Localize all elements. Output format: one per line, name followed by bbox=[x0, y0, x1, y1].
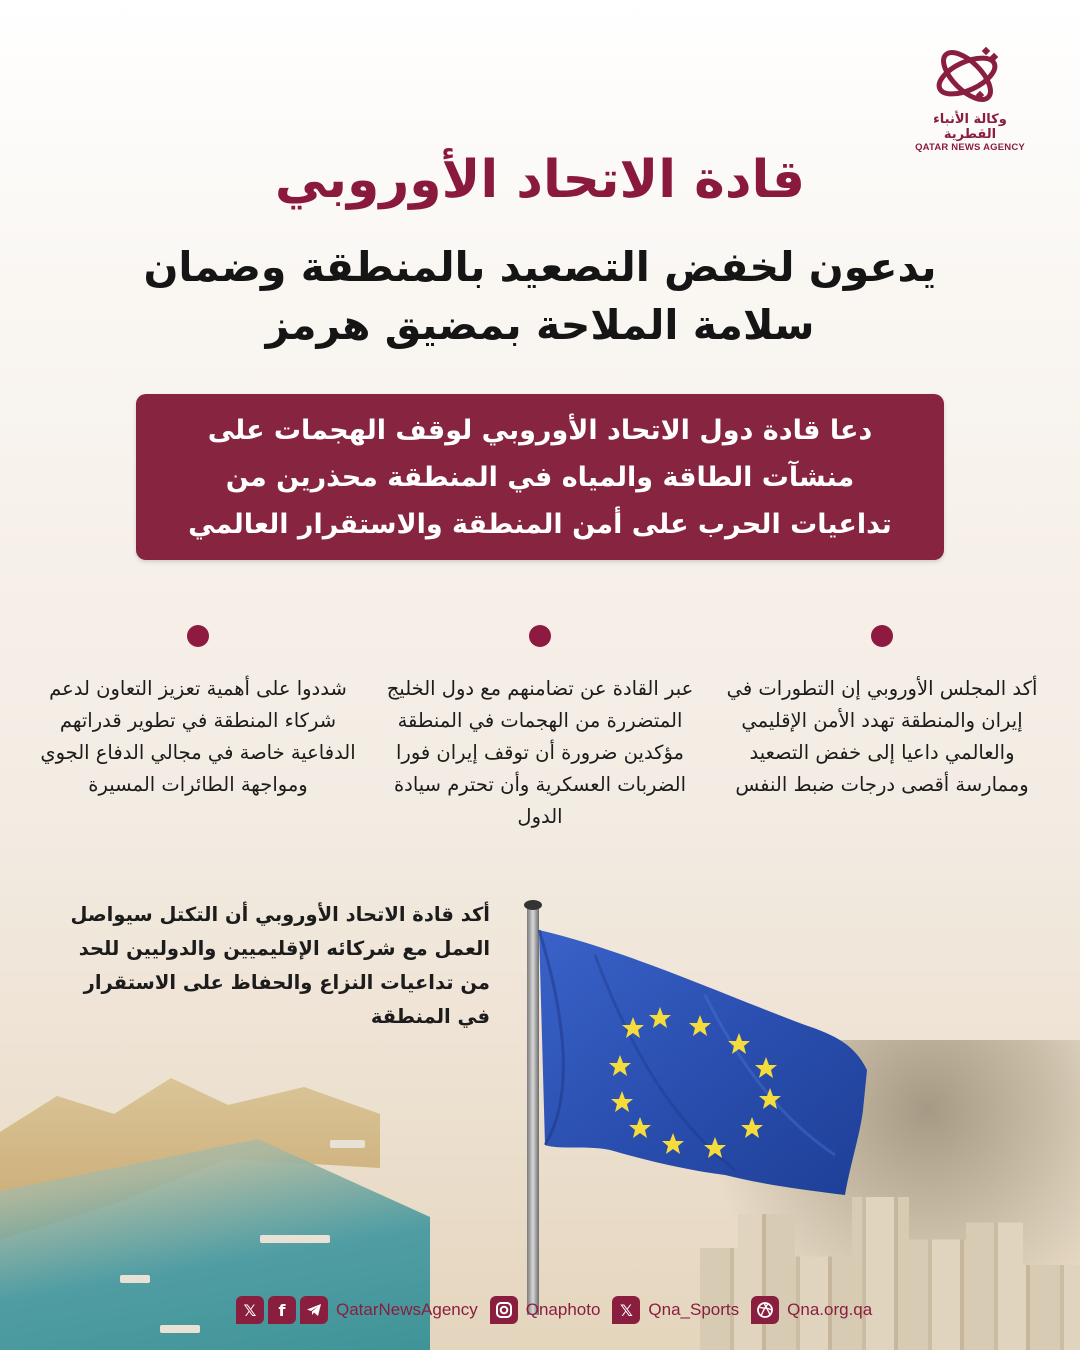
point-text-3: شددوا على أهمية تعزيز التعاون لدعم شركاء المنطقة في تطوير قدراتهم الدفاعية خاصة في مجالي الدفاع الجوي ومواجهة الطائرات المسيرة bbox=[40, 677, 356, 796]
logo-name-arabic: وكالة الأنباء القطرية bbox=[933, 112, 1007, 142]
summary-banner bbox=[136, 394, 944, 560]
instagram-icon[interactable] bbox=[490, 1296, 518, 1324]
closing-statement bbox=[70, 898, 490, 1034]
social-footer bbox=[236, 1295, 880, 1325]
handle-qnaphoto[interactable]: Qnaphoto bbox=[525, 1300, 601, 1319]
headline-title: قادة الاتحاد الأوروبي bbox=[274, 150, 806, 210]
eu-flag-image bbox=[505, 895, 875, 1315]
qna-emblem-icon bbox=[925, 40, 1015, 110]
telegram-icon[interactable] bbox=[300, 1296, 328, 1324]
subtitle-line-1: يدعون لخفض التصعيد بالمنطقة وضمان bbox=[143, 243, 937, 291]
handle-qna-sports[interactable]: Qna_Sports bbox=[648, 1300, 740, 1319]
point-card-3 bbox=[38, 625, 358, 801]
bullet-dot-icon bbox=[871, 625, 893, 647]
headline-subtitle bbox=[120, 238, 960, 354]
point-card-1 bbox=[722, 625, 1042, 801]
boat bbox=[120, 1275, 150, 1283]
handle-qatarnewsagency[interactable]: QatarNewsAgency bbox=[336, 1300, 478, 1319]
point-text-2: عبر القادة عن تضامنهم مع دول الخليج المتضررة من الهجمات في المنطقة مؤكدين ضرورة أن توقف إيران فورا الضربات العسكرية وأن تحترم سيادة الدول bbox=[386, 677, 694, 828]
closing-text: أكد قادة الاتحاد الأوروبي أن التكتل سيواصل العمل مع شركائه الإقليميين والدوليين للحد من تداعيات النزاع والحفاظ على الاستقرار في المنطقة bbox=[70, 903, 490, 1028]
facebook-icon[interactable]: f bbox=[268, 1296, 296, 1324]
point-text-1: أكد المجلس الأوروبي إن التطورات في إيران والمنطقة تهدد الأمن الإقليمي والعالمي داعيا إلى خفض التصعيد وممارسة أقصى درجات ضبط النفس bbox=[726, 677, 1038, 796]
website-link[interactable]: Qna.org.qa bbox=[787, 1300, 873, 1319]
boat bbox=[160, 1325, 200, 1333]
subtitle-line-2: سلامة الملاحة بمضيق هرمز bbox=[265, 301, 815, 349]
globe-icon[interactable] bbox=[751, 1296, 779, 1324]
point-card-2 bbox=[380, 625, 700, 833]
tanker-ship bbox=[260, 1235, 330, 1243]
x-icon[interactable]: 𝕏 bbox=[612, 1296, 640, 1324]
bullet-dot-icon bbox=[187, 625, 209, 647]
boat bbox=[330, 1140, 365, 1148]
bullet-dot-icon bbox=[529, 625, 551, 647]
qna-logo bbox=[905, 40, 1035, 153]
banner-text: دعا قادة دول الاتحاد الأوروبي لوقف الهجمات على منشآت الطاقة والمياه في المنطقة محذرين من تداعيات الحرب على أمن المنطقة والاستقرار العالمي bbox=[188, 414, 892, 540]
logo-name-english: QATAR NEWS AGENCY bbox=[915, 142, 1025, 153]
x-icon[interactable]: 𝕏 bbox=[236, 1296, 264, 1324]
